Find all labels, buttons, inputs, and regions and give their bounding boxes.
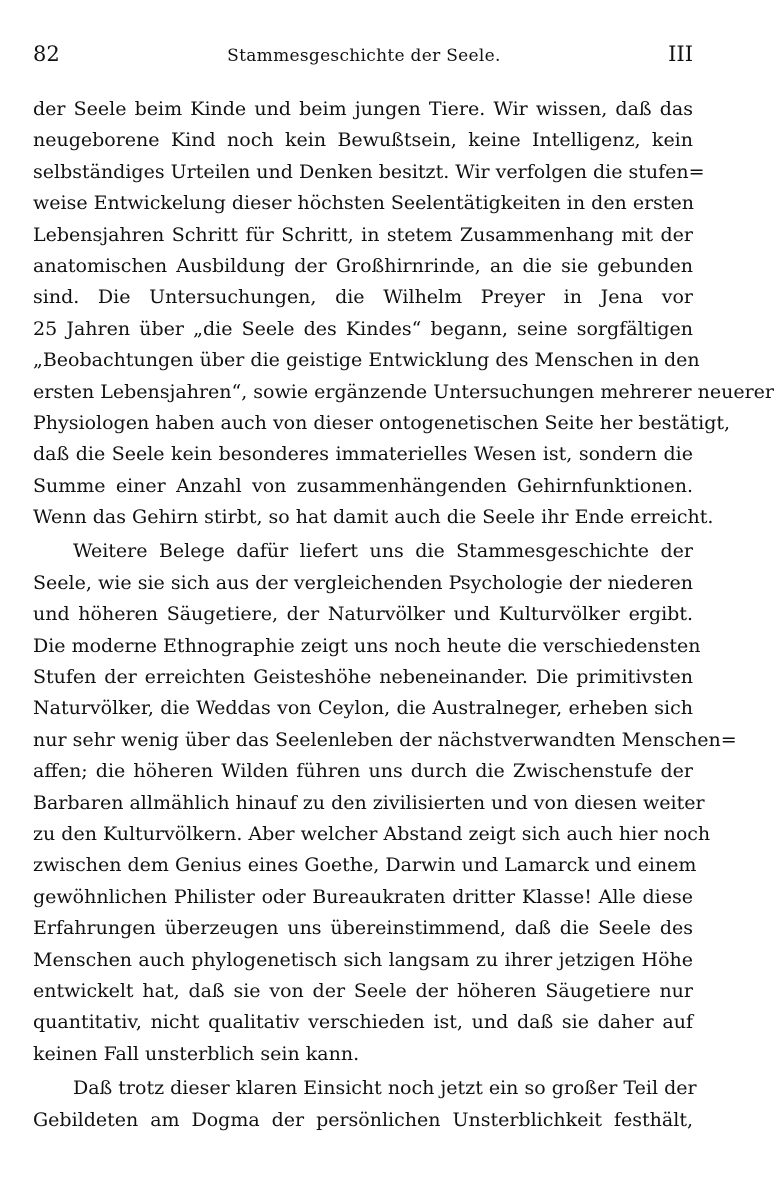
text-line: Die moderne Ethnographie zeigt uns noch heute die verschiedensten bbox=[33, 634, 701, 657]
text-line: anatomischen Ausbildung der Großhirnrinde, an die sie gebunden bbox=[33, 254, 693, 277]
paragraph-1 bbox=[33, 94, 774, 533]
text-line: 25 Jahren über „die Seele des Kindes“ begann, seine sorgfältigen bbox=[33, 317, 693, 340]
text-line: Stufen der erreichten Geisteshöhe nebeneinander. Die primitivsten bbox=[33, 666, 693, 689]
text-line: der Seele beim Kinde und beim jungen Tiere. Wir wissen, daß das bbox=[33, 98, 693, 120]
text-line: quantitativ, nicht qualitativ verschieden ist, und daß sie daher auf bbox=[33, 1011, 693, 1034]
text-line: Menschen auch phylogenetisch sich langsam zu ihrer jetzigen Höhe bbox=[33, 948, 693, 971]
text-line: Lebensjahren Schritt für Schritt, in stetem Zusammenhang mit der bbox=[33, 223, 693, 246]
text-line: Weitere Belege dafür liefert uns die Stammesgeschichte der bbox=[73, 540, 693, 563]
paragraph-3 bbox=[33, 1073, 697, 1136]
paragraph-2 bbox=[33, 536, 737, 1070]
text-line: zu den Kulturvölkern. Aber welcher Abstand zeigt sich auch hier noch bbox=[33, 822, 711, 845]
running-title: Stammesgeschichte der Seele. bbox=[227, 46, 501, 66]
book-page bbox=[33, 42, 774, 1136]
text-line: gewöhnlichen Philister oder Bureaukraten dritter Klasse! Alle diese bbox=[33, 885, 693, 908]
text-line: Naturvölker, die Weddas von Ceylon, die Australneger, erheben sich bbox=[33, 697, 693, 720]
text-line: keinen Fall unsterblich sein kann. bbox=[33, 1042, 360, 1065]
page-header bbox=[33, 42, 693, 82]
text-line: und höheren Säugetiere, der Naturvölker und Kulturvölker ergibt. bbox=[33, 603, 693, 626]
text-line: Physiologen haben auch von dieser ontogenetischen Seite her bestätigt, bbox=[33, 411, 731, 434]
text-line: affen; die höheren Wilden führen uns durch die Zwischenstufe der bbox=[33, 760, 693, 783]
body-text bbox=[33, 94, 774, 1136]
text-line: „Beobachtungen über die geistige Entwicklung des Menschen in den bbox=[33, 349, 700, 372]
text-line: ersten Lebensjahren“, sowie ergänzende Untersuchungen mehrerer neuerer bbox=[33, 380, 774, 403]
text-line: Erfahrungen überzeugen uns übereinstimmend, daß die Seele des bbox=[33, 917, 693, 940]
text-line: Daß trotz dieser klaren Einsicht noch jetzt ein so großer Teil der bbox=[73, 1077, 697, 1100]
text-line: zwischen dem Genius eines Goethe, Darwin und Lamarck und einem bbox=[33, 854, 697, 877]
text-line: Gebildeten am Dogma der persönlichen Unsterblichkeit festhält, bbox=[33, 1108, 693, 1131]
text-line: Seele, wie sie sich aus der vergleichenden Psychologie der niederen bbox=[33, 571, 693, 594]
text-line: Barbaren allmählich hinauf zu den zivilisierten und von diesen weiter bbox=[33, 791, 705, 814]
text-line: sind. Die Untersuchungen, die Wilhelm Preyer in Jena vor bbox=[33, 286, 693, 309]
text-line: nur sehr wenig über das Seelenleben der nächstverwandten Menschen= bbox=[33, 728, 737, 751]
page-number: 82 bbox=[33, 42, 60, 66]
chapter-number: III bbox=[668, 42, 693, 66]
text-line: daß die Seele kein besonderes immaterielles Wesen ist, sondern die bbox=[33, 443, 693, 466]
text-line: entwickelt hat, daß sie von der Seele der höheren Säugetiere nur bbox=[33, 979, 693, 1002]
text-line: weise Entwickelung dieser höchsten Seelentätigkeiten in den ersten bbox=[33, 192, 695, 215]
text-line: Wenn das Gehirn stirbt, so hat damit auch die Seele ihr Ende erreicht. bbox=[33, 506, 714, 529]
text-line: selbständiges Urteilen und Denken besitzt. Wir verfolgen die stufen= bbox=[33, 160, 705, 183]
text-line: neugeborene Kind noch kein Bewußtsein, keine Intelligenz, kein bbox=[33, 129, 693, 152]
text-line: Summe einer Anzahl von zusammenhängenden Gehirnfunktionen. bbox=[33, 474, 693, 497]
